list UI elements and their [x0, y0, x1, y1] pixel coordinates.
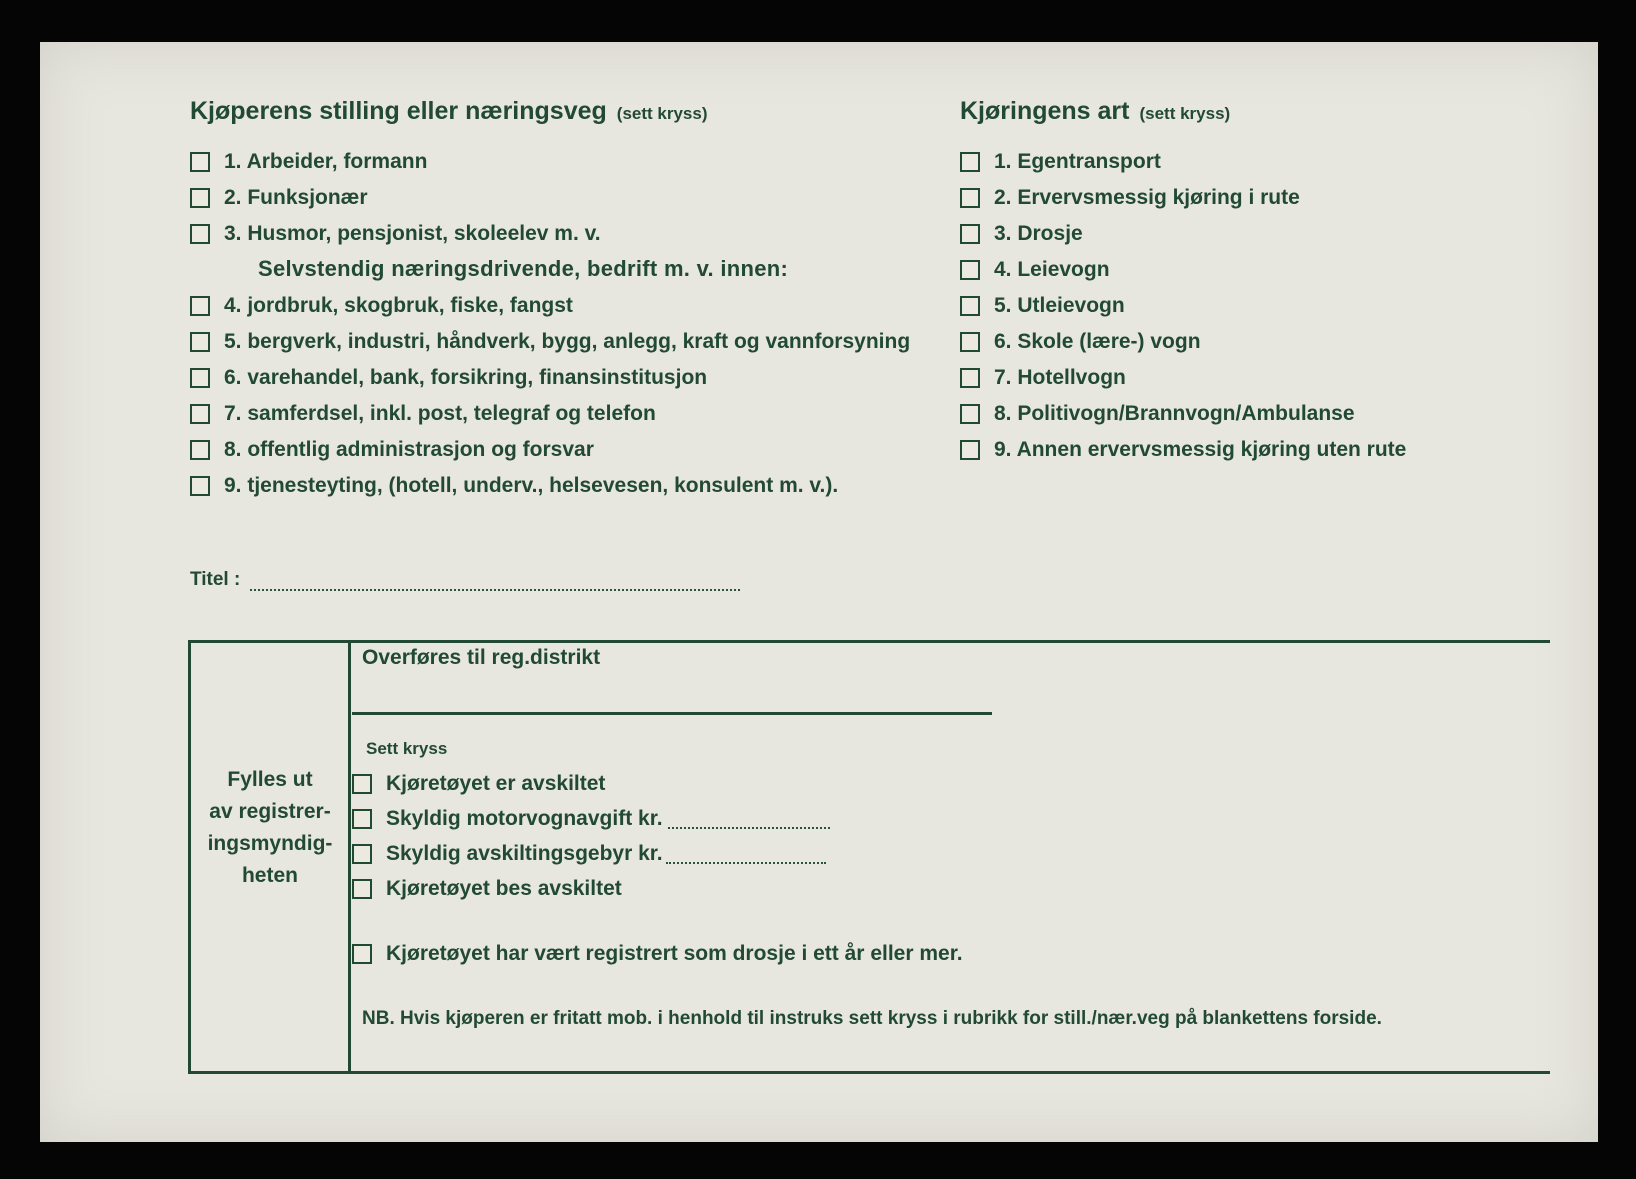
option-label: 3. Husmor, pensjonist, skoleelev m. v.: [224, 222, 601, 245]
checkbox[interactable]: [960, 404, 980, 424]
checkbox[interactable]: [960, 368, 980, 388]
checkbox[interactable]: [190, 188, 210, 208]
option-label: Kjøretøyet har vært registrert som drosje i ett år eller mer.: [386, 942, 963, 965]
option-label: 8. offentlig administrasjon og forsvar: [224, 438, 594, 461]
checkbox[interactable]: [190, 404, 210, 424]
occupation-option-7[interactable]: [190, 402, 656, 426]
option-label: 7. samferdsel, inkl. post, telegraf og telefon: [224, 402, 656, 425]
occupation-option-2[interactable]: [190, 186, 368, 210]
buyer-occupation-heading: [190, 97, 708, 126]
option-label: Skyldig motorvognavgift kr.: [386, 807, 663, 830]
registry-label-line: ingsmyndig-: [207, 832, 333, 855]
registry-authority-label: [192, 764, 348, 892]
nb-note: NB. Hvis kjøperen er fritatt mob. i henhold til instruks sett kryss i rubrikk for still./nær.veg på blankettens forside.: [362, 1008, 1382, 1029]
occupation-option-5[interactable]: [190, 330, 910, 354]
buyer-occupation-title: Kjøperens stilling eller næringsveg: [190, 97, 607, 125]
checkbox[interactable]: [190, 476, 210, 496]
driving-option-1[interactable]: [960, 150, 1161, 174]
titel-label: Titel :: [190, 569, 241, 590]
checkbox[interactable]: [190, 368, 210, 388]
registry-label-line: av registrer-: [209, 800, 331, 823]
checkbox[interactable]: [190, 332, 210, 352]
sett-kryss-label: Sett kryss: [366, 739, 448, 758]
option-label: 6. Skole (lære-) vogn: [994, 330, 1201, 353]
option-label: 1. Arbeider, formann: [224, 150, 428, 173]
option-label: 4. Leievogn: [994, 258, 1110, 281]
occupation-option-1[interactable]: [190, 150, 427, 174]
driving-option-4[interactable]: [960, 258, 1110, 282]
registry-label-line: heten: [241, 864, 298, 887]
registry-check-plate-fee[interactable]: [352, 842, 663, 866]
form-paper: [40, 42, 1598, 1142]
checkbox[interactable]: [960, 440, 980, 460]
transfer-district-field[interactable]: [352, 712, 992, 715]
occupation-option-3[interactable]: [190, 222, 601, 246]
checkbox[interactable]: [352, 809, 372, 829]
transfer-district-label: Overføres til reg.distrikt: [362, 646, 601, 669]
motor-tax-amount-field[interactable]: [668, 827, 830, 829]
driving-type-note: (sett kryss): [1139, 104, 1231, 123]
registry-check-request-deregister[interactable]: [352, 877, 622, 901]
driving-option-8[interactable]: [960, 402, 1355, 426]
driving-type-heading: [960, 97, 1230, 126]
checkbox[interactable]: [352, 774, 372, 794]
titel-field[interactable]: [250, 589, 740, 591]
checkbox[interactable]: [190, 440, 210, 460]
registry-check-taxi-year[interactable]: [352, 942, 963, 966]
box-bottom-rule: [188, 1071, 1550, 1074]
option-label: 2. Ervervsmessig kjøring i rute: [994, 186, 1300, 209]
checkbox[interactable]: [352, 944, 372, 964]
checkbox[interactable]: [352, 844, 372, 864]
option-label: 9. Annen ervervsmessig kjøring uten rute: [994, 438, 1407, 461]
checkbox[interactable]: [960, 224, 980, 244]
option-label: Kjøretøyet bes avskiltet: [386, 877, 622, 900]
option-label: 9. tjenesteyting, (hotell, underv., helsevesen, konsulent m. v.).: [224, 474, 839, 497]
option-label: 2. Funksjonær: [224, 186, 368, 209]
checkbox[interactable]: [190, 152, 210, 172]
box-divider-rule: [348, 642, 351, 1073]
option-label: 5. Utleievogn: [994, 294, 1125, 317]
registry-check-deregistered[interactable]: [352, 772, 605, 796]
plate-fee-amount-field[interactable]: [666, 862, 826, 864]
checkbox[interactable]: [352, 879, 372, 899]
registry-check-motor-tax[interactable]: [352, 807, 663, 831]
driving-type-title: Kjøringens art: [960, 97, 1130, 125]
checkbox[interactable]: [960, 188, 980, 208]
checkbox[interactable]: [190, 296, 210, 316]
checkbox[interactable]: [960, 296, 980, 316]
self-employed-subheading: Selvstendig næringsdrivende, bedrift m. v. innen:: [258, 256, 789, 281]
driving-option-7[interactable]: [960, 366, 1126, 390]
registry-label-line: Fylles ut: [227, 768, 313, 791]
option-label: 7. Hotellvogn: [994, 366, 1126, 389]
option-label: 5. bergverk, industri, håndverk, bygg, anlegg, kraft og vannforsyning: [224, 330, 911, 353]
option-label: 1. Egentransport: [994, 150, 1161, 173]
occupation-option-9[interactable]: [190, 474, 838, 498]
occupation-option-6[interactable]: [190, 366, 707, 390]
option-label: 3. Drosje: [994, 222, 1083, 245]
checkbox[interactable]: [190, 224, 210, 244]
checkbox[interactable]: [960, 332, 980, 352]
option-label: 8. Politivogn/Brannvogn/Ambulanse: [994, 402, 1355, 425]
box-top-rule: [188, 640, 1550, 643]
buyer-occupation-note: (sett kryss): [616, 104, 708, 123]
occupation-option-4[interactable]: [190, 294, 573, 318]
occupation-option-8[interactable]: [190, 438, 594, 462]
driving-option-6[interactable]: [960, 330, 1201, 354]
option-label: Kjøretøyet er avskiltet: [386, 772, 606, 795]
driving-option-5[interactable]: [960, 294, 1125, 318]
option-label: 4. jordbruk, skogbruk, fiske, fangst: [224, 294, 573, 317]
driving-option-3[interactable]: [960, 222, 1083, 246]
box-left-rule: [188, 642, 191, 1073]
option-label: 6. varehandel, bank, forsikring, finansinstitusjon: [224, 366, 708, 389]
driving-option-2[interactable]: [960, 186, 1300, 210]
checkbox[interactable]: [960, 152, 980, 172]
driving-option-9[interactable]: [960, 438, 1406, 462]
checkbox[interactable]: [960, 260, 980, 280]
option-label: Skyldig avskiltingsgebyr kr.: [386, 842, 663, 865]
